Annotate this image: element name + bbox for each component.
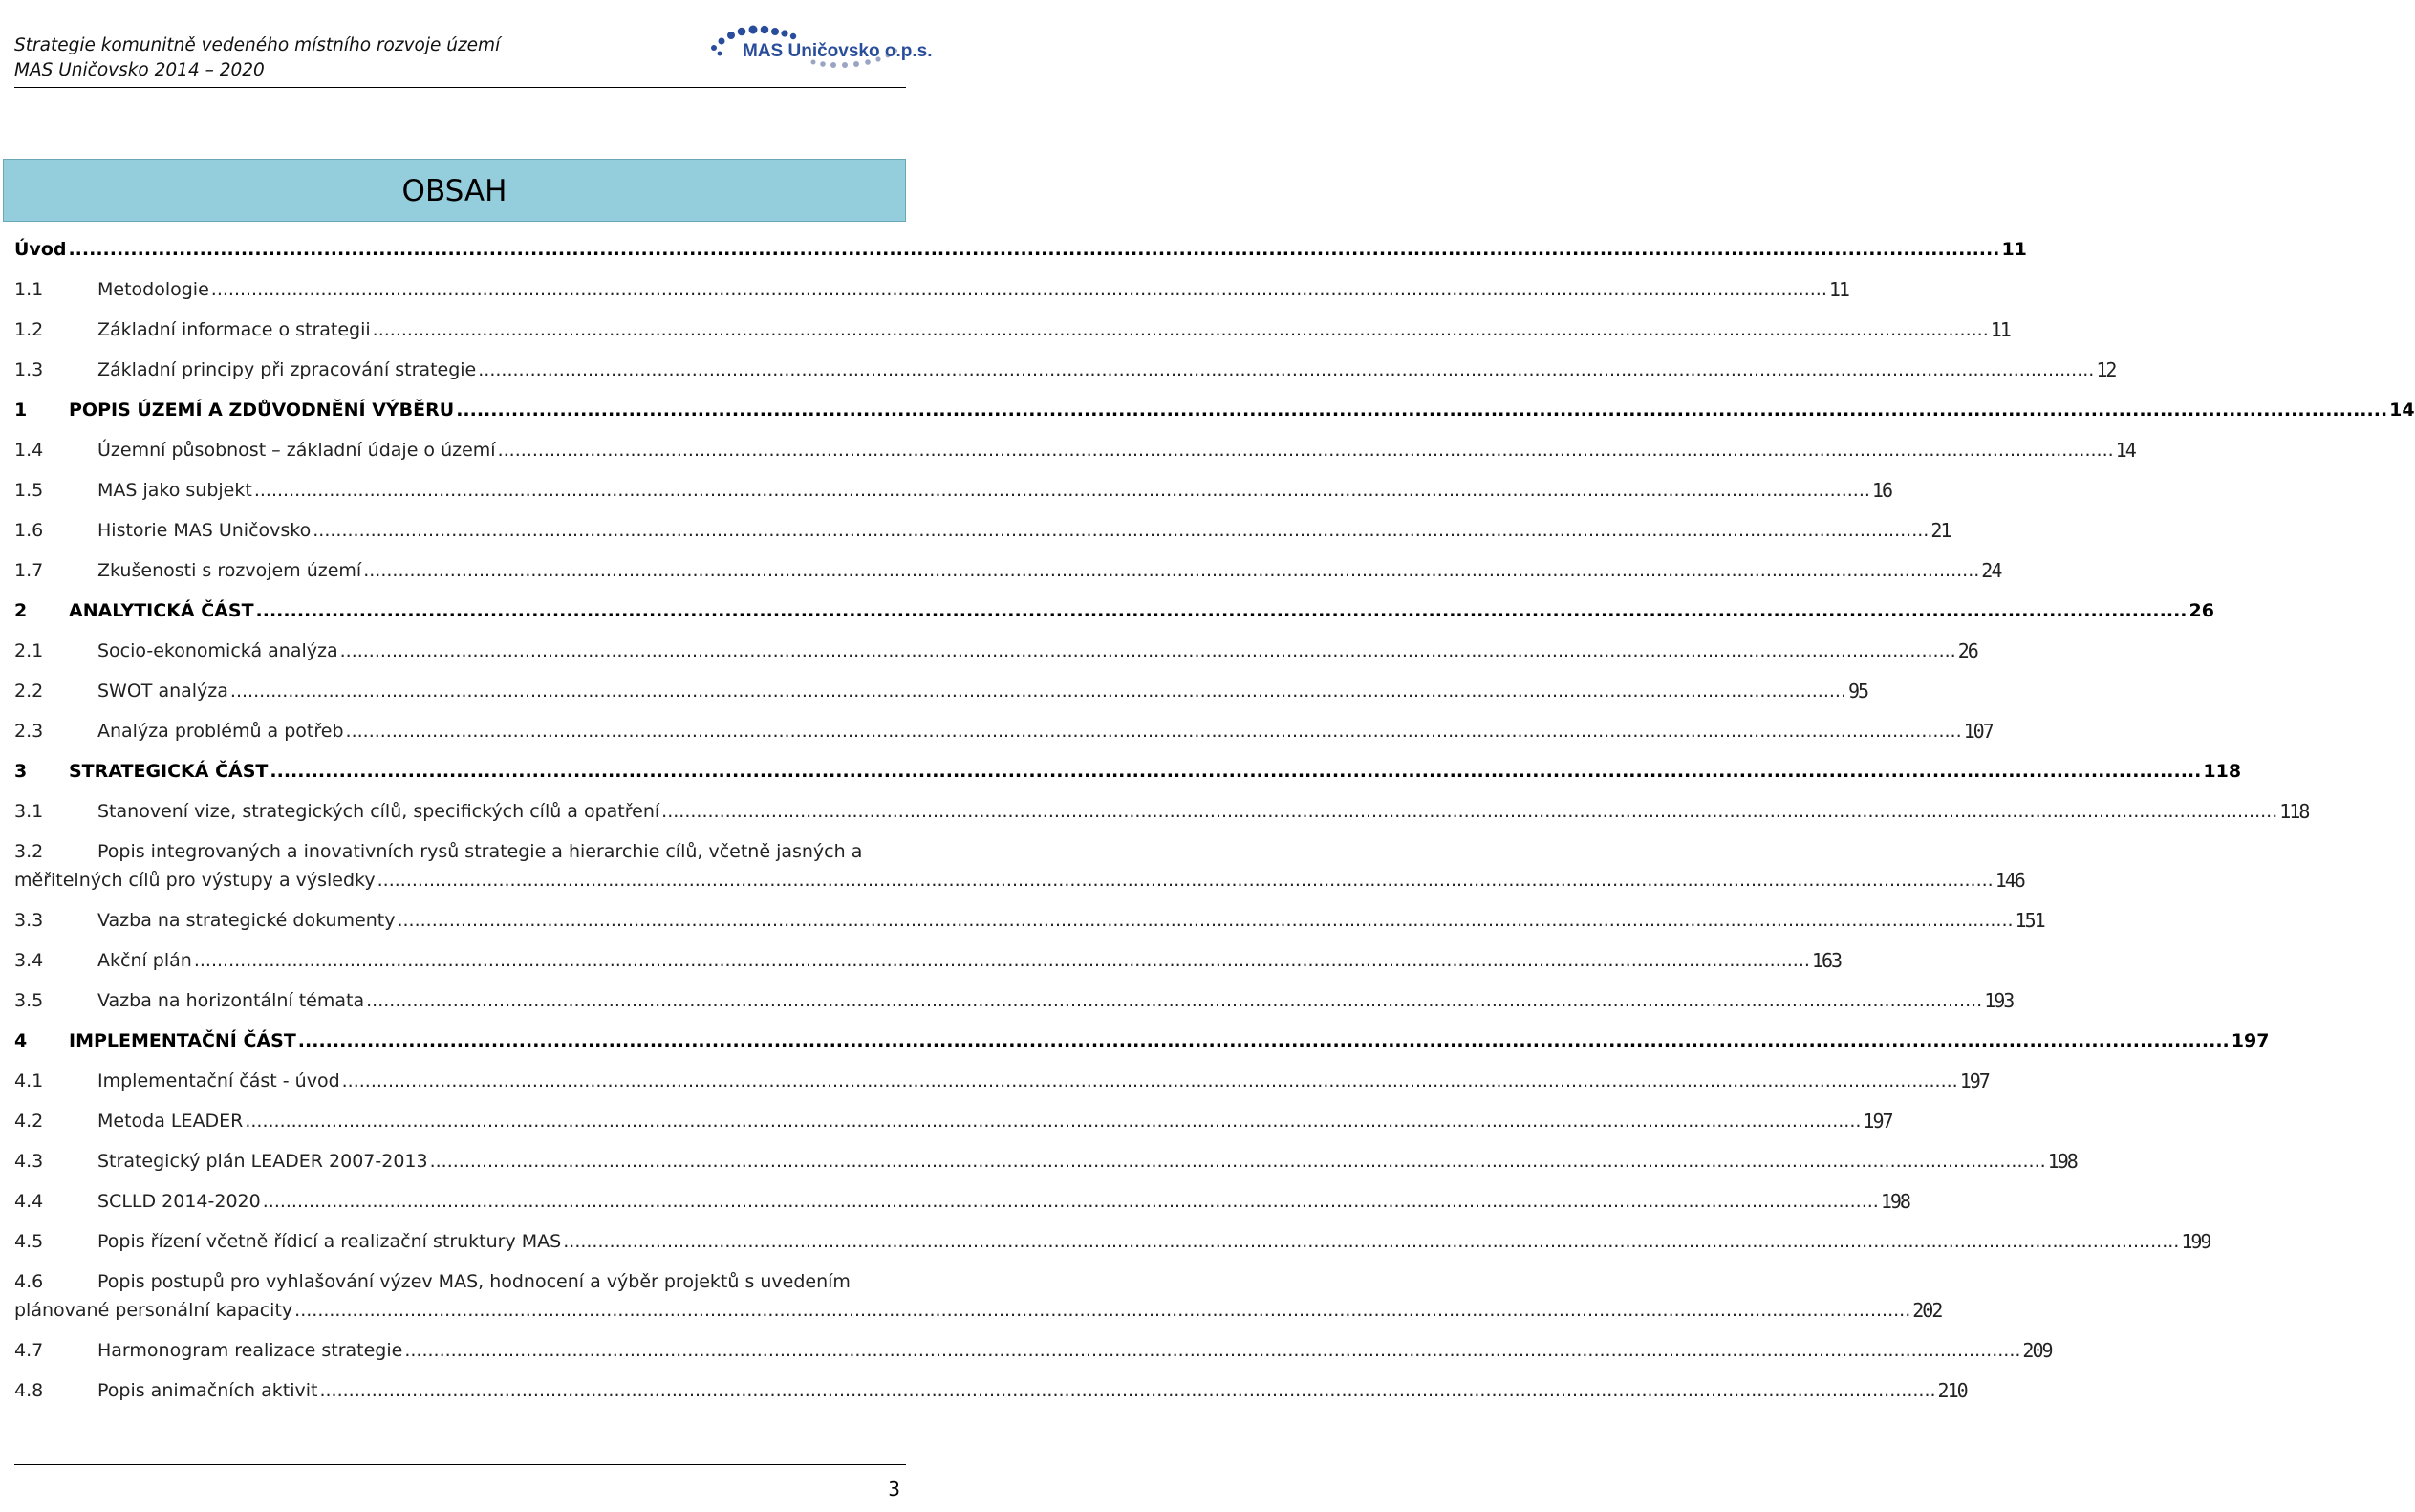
toc-entry-label: Strategický plán LEADER 2007-2013	[97, 1151, 428, 1172]
toc-entry-label: Vazba na strategické dokumenty	[97, 910, 396, 931]
toc-entry-number: 3.4	[14, 950, 44, 971]
toc-entry-label: Stanovení vize, strategických cílů, specifických cílů a opatření	[97, 801, 660, 822]
toc-entry-page: 12	[2096, 358, 2116, 381]
toc-entry-label: Vazba na horizontální témata	[97, 990, 365, 1011]
toc-entry-number: 2.3	[14, 721, 44, 742]
toc-entry-label: Popis animačních aktivit	[97, 1380, 318, 1401]
toc-entry-number: 3.3	[14, 910, 44, 931]
toc-dot-leader	[498, 440, 2114, 461]
toc-chapter-entry[interactable]	[14, 1021, 2270, 1061]
toc-entry-label: STRATEGICKÁ ČÁST	[69, 761, 269, 782]
toc-entry[interactable]	[14, 510, 1951, 551]
footer-divider	[14, 1464, 906, 1465]
toc-entry-label: Harmonogram realizace strategie	[97, 1340, 403, 1361]
toc-entry[interactable]	[14, 1221, 2210, 1262]
toc-dot-leader	[68, 239, 1999, 260]
toc-entry-label: Analýza problémů a potřeb	[97, 721, 344, 742]
toc-dot-leader	[346, 721, 1962, 742]
toc-dot-leader	[211, 279, 1827, 300]
toc-entry-page: 107	[1963, 720, 1993, 743]
toc-entry-label: SWOT analýza	[97, 680, 228, 702]
toc-entry-label-continued: plánované personální kapacity	[14, 1300, 293, 1321]
toc-entry[interactable]	[14, 791, 2309, 832]
toc-entry[interactable]	[14, 1141, 2077, 1181]
toc-dot-leader	[377, 870, 1994, 891]
toc-entry[interactable]	[14, 1371, 1967, 1411]
toc-dot-leader	[363, 560, 1979, 581]
toc-entry-label: Akční plán	[97, 950, 192, 971]
toc-entry-number: 4.7	[14, 1340, 44, 1361]
mas-logo	[701, 11, 933, 71]
toc-entry[interactable]	[14, 350, 2116, 390]
document-title-line2: MAS Uničovsko 2014 – 2020	[14, 60, 265, 80]
toc-entry-number: 4.4	[14, 1191, 44, 1212]
toc-heading: OBSAH	[401, 174, 507, 208]
page-number: 3	[888, 1478, 900, 1501]
toc-entry-label: Popis postupů pro vyhlašování výzev MAS, hodnocení a výběr projektů s uvedením	[97, 1271, 851, 1292]
toc-entry[interactable]	[14, 430, 2135, 470]
toc-entry-page: 26	[1957, 639, 1977, 662]
heading-band	[3, 159, 906, 222]
toc-chapter-entry[interactable]	[14, 390, 2415, 430]
toc-entry-label: Úvod	[14, 239, 67, 260]
toc-entry-label: MAS jako subjekt	[97, 480, 252, 501]
toc-dot-leader	[294, 1300, 1910, 1321]
toc-dot-leader	[313, 520, 1929, 541]
document-title-line1: Strategie komunitně vedeného místního rozvoje území	[14, 35, 501, 55]
toc-entry-number: 1.4	[14, 440, 44, 461]
toc-entry-label: Socio-ekonomická analýza	[97, 640, 338, 661]
toc-entry-page: 199	[2181, 1230, 2210, 1253]
toc-entry-number: 4.5	[14, 1231, 44, 1252]
toc-entry-page: 11	[1828, 278, 1848, 301]
toc-entry-number: 4.3	[14, 1151, 44, 1172]
toc-entry[interactable]	[14, 1330, 2052, 1371]
toc-entry-page: 118	[2279, 800, 2309, 823]
toc-entry-label: Zkušenosti s rozvojem území	[97, 560, 362, 581]
toc-dot-leader	[298, 1030, 2230, 1051]
toc-entry-label: Územní působnost – základní údaje o území	[97, 440, 496, 461]
toc-entry-number: 1.7	[14, 560, 44, 581]
toc-entry-page: 198	[1880, 1190, 1909, 1213]
toc-entry-number: 1	[14, 400, 28, 421]
toc-entry[interactable]	[14, 1101, 1892, 1141]
toc-entry-page: 209	[2022, 1339, 2052, 1362]
toc-entry-label: SCLLD 2014-2020	[97, 1191, 261, 1212]
toc-dot-leader	[230, 680, 1846, 702]
toc-dot-leader	[366, 990, 1982, 1011]
toc-entry-label: Základní informace o strategii	[97, 319, 371, 340]
toc-entry[interactable]	[14, 940, 1842, 981]
toc-entry-label: Metodologie	[97, 279, 209, 300]
document-title	[14, 33, 500, 83]
toc-chapter-entry[interactable]	[14, 229, 2027, 270]
toc-entry-label: Základní principy při zpracování strategie	[97, 359, 477, 380]
toc-dot-leader	[342, 1070, 1958, 1091]
toc-entry-label: IMPLEMENTAČNÍ ČÁST	[69, 1030, 296, 1051]
toc-entry-label: Popis integrovaných a inovativních rysů strategie a hierarchie cílů, včetně jasných a	[97, 841, 863, 862]
toc-entry-label-continued: měřitelných cílů pro výstupy a výsledky	[14, 870, 376, 891]
toc-entry-number: 2.2	[14, 680, 44, 702]
toc-entry-page: 118	[2203, 761, 2242, 782]
toc-entry-page: 11	[1990, 318, 2010, 341]
toc-entry-number: 4.6	[14, 1271, 44, 1292]
toc-dot-leader	[404, 1340, 2020, 1361]
toc-entry-page: 163	[1811, 949, 1842, 972]
toc-entry-label: Historie MAS Uničovsko	[97, 520, 312, 541]
toc-entry-number: 3.1	[14, 801, 44, 822]
toc-dot-leader	[478, 359, 2094, 380]
toc-dot-leader	[430, 1151, 2046, 1172]
toc-dot-leader	[563, 1231, 2179, 1252]
toc-dot-leader	[319, 1380, 1935, 1401]
toc-entry[interactable]	[14, 470, 1891, 510]
toc-dot-leader	[254, 480, 1870, 501]
toc-entry-label: Popis řízení včetně řídicí a realizační struktury MAS	[97, 1231, 562, 1252]
toc-dot-leader	[245, 1111, 1861, 1132]
toc-entry[interactable]	[14, 631, 1977, 671]
toc-dot-leader	[456, 400, 2387, 421]
toc-entry-label: Metoda LEADER	[97, 1111, 244, 1132]
toc-entry[interactable]	[14, 837, 2024, 895]
toc-entry[interactable]	[14, 711, 1993, 751]
toc-entry-number: 4.1	[14, 1070, 44, 1091]
toc-entry-number: 4.8	[14, 1380, 44, 1401]
toc-dot-leader	[263, 1191, 1879, 1212]
toc-entry-page: 14	[2389, 400, 2415, 421]
toc-entry[interactable]	[14, 671, 1868, 711]
page-header	[14, 29, 933, 88]
toc-entry-number: 4.2	[14, 1111, 44, 1132]
toc-chapter-entry[interactable]	[14, 751, 2242, 791]
toc-entry-label: ANALYTICKÁ ČÁST	[69, 600, 254, 621]
toc-dot-leader	[256, 600, 2188, 621]
toc-entry-number: 4	[14, 1030, 28, 1051]
toc-entry-page: 197	[2231, 1030, 2270, 1051]
toc-dot-leader	[661, 801, 2277, 822]
toc-entry-number: 2	[14, 600, 28, 621]
toc-entry[interactable]	[14, 310, 2010, 350]
toc-dot-leader	[270, 761, 2201, 782]
toc-entry-number: 3.2	[14, 841, 44, 862]
toc-entry-number: 3.5	[14, 990, 44, 1011]
toc-entry-number: 2.1	[14, 640, 44, 661]
toc-entry-page: 24	[1981, 559, 2001, 582]
toc-dot-leader	[373, 319, 1989, 340]
toc-entry-page: 197	[1959, 1069, 1989, 1092]
toc-entry-page: 21	[1930, 519, 1951, 542]
toc-entry-label: Implementační část - úvod	[97, 1070, 340, 1091]
toc-entry-page: 193	[1984, 989, 2014, 1012]
toc-entry-number: 1.2	[14, 319, 44, 340]
toc-entry-page: 16	[1871, 479, 1891, 502]
toc-entry-page: 202	[1912, 1299, 1942, 1322]
toc-entry-page: 26	[2189, 600, 2214, 621]
mas-logo-graphic	[701, 11, 933, 71]
toc-entry-number: 3	[14, 761, 28, 782]
toc-entry-page: 146	[1995, 869, 2024, 892]
logo-text: MAS Uničovsko o.p.s.	[743, 41, 933, 61]
toc-entry[interactable]	[14, 1181, 1909, 1221]
toc-entry-number: 1.1	[14, 279, 44, 300]
toc-entry-number: 1.5	[14, 480, 44, 501]
toc-entry-page: 210	[1937, 1379, 1967, 1402]
toc-entry[interactable]	[14, 551, 2001, 591]
toc-entry[interactable]	[14, 1267, 1942, 1325]
toc-entry-page: 11	[2001, 239, 2027, 260]
toc-entry-label: POPIS ÚZEMÍ A ZDŮVODNĚNÍ VÝBĚRU	[69, 400, 455, 421]
toc-entry-number: 1.3	[14, 359, 44, 380]
toc-entry[interactable]	[14, 1061, 1989, 1101]
toc-entry-page: 197	[1863, 1110, 1892, 1133]
toc-entry-page: 198	[2047, 1150, 2077, 1173]
toc-entry-number: 1.6	[14, 520, 44, 541]
toc-entry[interactable]	[14, 270, 1848, 310]
toc-entry[interactable]	[14, 900, 2044, 940]
toc-dot-leader	[397, 910, 2013, 931]
toc-entry-page: 14	[2115, 439, 2135, 462]
toc-dot-leader	[340, 640, 1956, 661]
toc-dot-leader	[194, 950, 1810, 971]
toc-entry-page: 95	[1848, 680, 1868, 702]
toc-entry[interactable]	[14, 981, 2014, 1021]
toc-entry-page: 151	[2015, 909, 2044, 932]
toc-chapter-entry[interactable]	[14, 591, 2214, 631]
